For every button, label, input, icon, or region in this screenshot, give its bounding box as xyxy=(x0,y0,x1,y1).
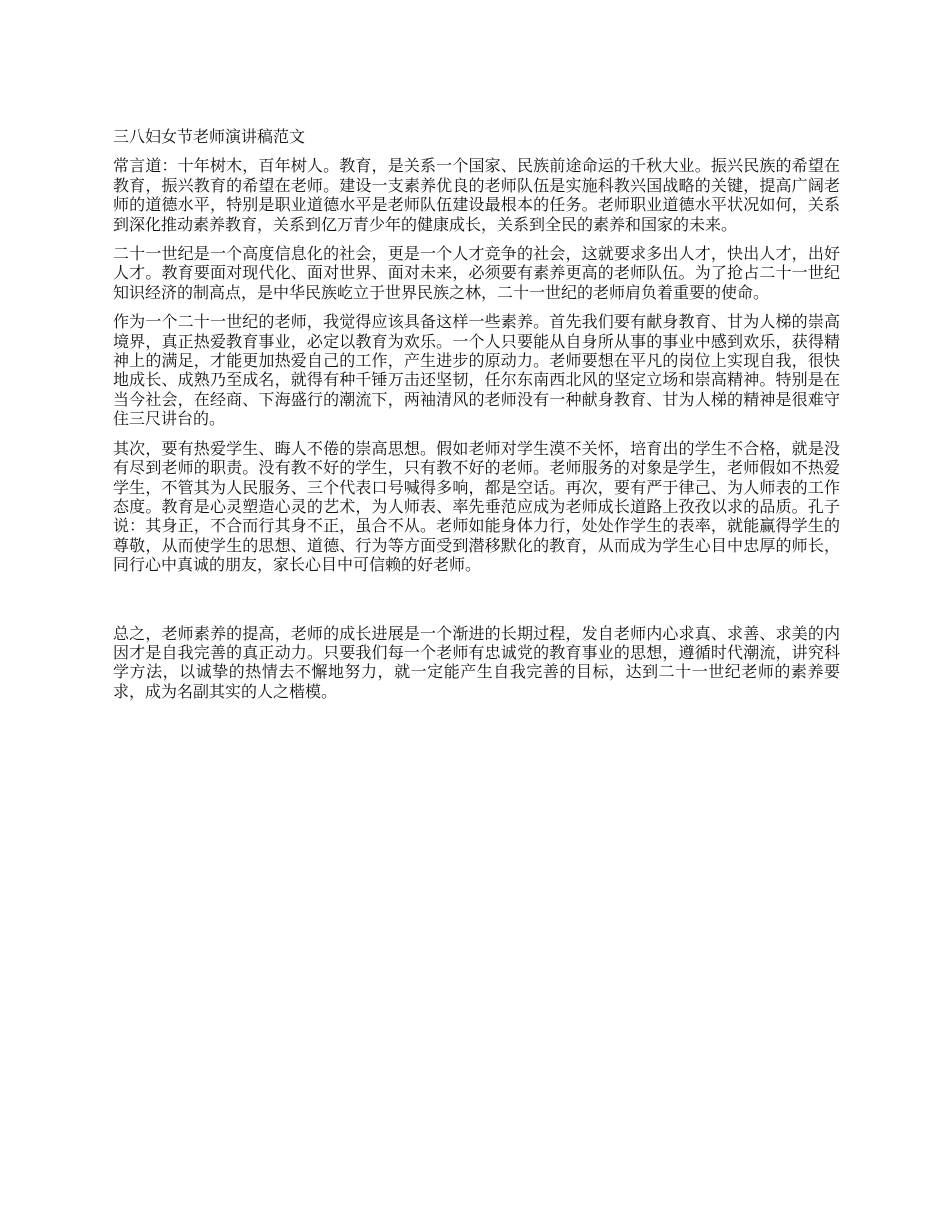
paragraph-2: 二十一世纪是一个高度信息化的社会，更是一个人才竞争的社会，这就要求多出人才，快出人才，出好人才。教育要面对现代化、面对世界、面对未来，必须要有素养更高的老师队伍。为了抢占二十一世纪知识经济的制高点，是中华民族屹立于世界民族之林，二十一世纪的老师肩负着重要的使命。 xyxy=(113,244,840,302)
document-page xyxy=(113,127,840,711)
paragraph-3: 作为一个二十一世纪的老师，我觉得应该具备这样一些素养。首先我们要有献身教育、甘为人梯的崇高境界，真正热爱教育事业，必定以教育为欢乐。一个人只要能从自身所从事的事业中感到欢乐，获得精神上的满足，才能更加热爱自己的工作，产生进步的原动力。老师要想在平凡的岗位上实现自我，很快地成长、成熟乃至成名，就得有种千锤万击还坚韧，任尔东南西北风的坚定立场和崇高精神。特别是在当今社会，在经商、下海盛行的潮流下，两袖清风的老师没有一种献身教育、甘为人梯的精神是很难守住三尺讲台的。 xyxy=(113,312,840,429)
document-title: 三八妇女节老师演讲稿范文 xyxy=(113,127,306,146)
paragraph-4: 其次，要有热爱学生、晦人不倦的崇高思想。假如老师对学生漠不关怀，培育出的学生不合格，就是没有尽到老师的职责。没有教不好的学生，只有教不好的老师。老师服务的对象是学生，老师假如不热爱学生，不管其为人民服务、三个代表口号喊得多响，都是空话。再次，要有严于律己、为人师表的工作态度。教育是心灵塑造心灵的艺术，为人师表、率先垂范应成为老师成长道路上孜孜以求的品质。孔子说：其身正，不合而行其身不正，虽合不从。老师如能身体力行，处处作学生的表率，就能赢得学生的尊敬，从而使学生的思想、道德、行为等方面受到潜移默化的教育，从而成为学生心目中忠厚的师长，同行心中真诚的朋友，家长心目中可信赖的好老师。 xyxy=(113,438,840,575)
paragraph-1: 常言道：十年树木，百年树人。教育，是关系一个国家、民族前途命运的千秋大业。振兴民族的希望在教育，振兴教育的希望在老师。建设一支素养优良的老师队伍是实施科教兴国战略的关键，提高广阔老师的道德水平，特别是职业道德水平是老师队伍建设最根本的任务。老师职业道德水平状况如何，关系到深化推动素养教育，关系到亿万青少年的健康成长，关系到全民的素养和国家的未来。 xyxy=(113,156,840,234)
paragraph-5: 总之，老师素养的提高，老师的成长进展是一个渐进的长期过程，发自老师内心求真、求善、求美的内因才是自我完善的真正动力。只要我们每一个老师有忠诚党的教育事业的思想，遵循时代潮流，讲究科学方法，以诚挚的热情去不懈地努力，就一定能产生自我完善的目标，达到二十一世纪老师的素养要求，成为名副其实的人之楷模。 xyxy=(113,623,840,701)
